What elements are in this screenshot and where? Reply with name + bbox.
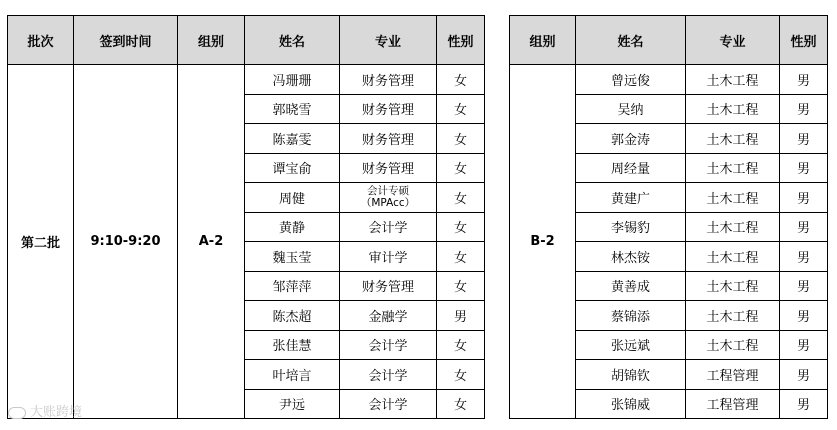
name-a-cell: 魏玉莹 [245,242,340,272]
name-a-cell: 周健 [245,183,340,213]
checkin-time-cell: 9:10-9:20 [74,65,178,419]
name-b-cell: 蔡锦添 [576,301,686,331]
name-a-cell: 冯珊珊 [245,65,340,95]
name-b-cell: 黄善成 [576,271,686,301]
gender-b-cell: 男 [780,183,828,213]
gender-a-cell: 女 [437,212,485,242]
major-a-cell: 审计学 [340,242,437,272]
header-gender-b: 性别 [780,16,828,65]
header-major-b: 专业 [686,16,780,65]
batch-cell: 第二批 [8,65,74,419]
name-a-cell: 陈嘉雯 [245,124,340,154]
watermark-logo-icon [8,407,26,419]
major-b-cell: 土木工程 [686,153,780,183]
gender-a-cell: 女 [437,94,485,124]
name-b-cell: 周经量 [576,153,686,183]
major-b-cell: 土木工程 [686,330,780,360]
watermark-text: 大账跨境 [30,405,83,420]
major-a-line1: 会计专硕 [367,185,409,198]
header-row [8,16,828,65]
name-a-cell: 陈杰超 [245,301,340,331]
header-major-a: 专业 [340,16,437,65]
header-name-a: 姓名 [245,16,340,65]
name-a-cell: 黄静 [245,212,340,242]
major-b-cell: 土木工程 [686,94,780,124]
major-a-cell: 会计学 [340,360,437,390]
gender-a-cell: 女 [437,360,485,390]
gender-b-cell: 男 [780,153,828,183]
name-b-cell: 林杰铵 [576,242,686,272]
major-b-cell: 土木工程 [686,65,780,95]
gender-b-cell: 男 [780,360,828,390]
gender-a-cell: 女 [437,330,485,360]
name-b-cell: 曾远俊 [576,65,686,95]
major-b-cell: 土木工程 [686,301,780,331]
gender-a-cell: 女 [437,183,485,213]
name-a-cell: 谭宝俞 [245,153,340,183]
major-b-cell: 土木工程 [686,183,780,213]
major-b-cell: 工程管理 [686,389,780,419]
name-b-cell: 郭金涛 [576,124,686,154]
major-a-cell: 会计学 [340,330,437,360]
name-a-cell: 郭晓雪 [245,94,340,124]
table-body [8,65,828,419]
gender-b-cell: 男 [780,212,828,242]
gender-b-cell: 男 [780,65,828,95]
gender-a-cell: 女 [437,65,485,95]
header-group-b: 组别 [510,16,576,65]
major-b-cell: 土木工程 [686,271,780,301]
gender-a-cell: 男 [437,301,485,331]
major-a-cell: 会计学 [340,389,437,419]
column-gap [485,16,510,65]
gender-b-cell: 男 [780,94,828,124]
major-a-line2: （MPAcc） [360,197,416,210]
name-b-cell: 黄建广 [576,183,686,213]
major-a-cell: 财务管理 [340,153,437,183]
name-b-cell: 张锦威 [576,389,686,419]
name-a-cell: 邹萍萍 [245,271,340,301]
major-a-cell [340,183,437,213]
name-a-cell: 叶培言 [245,360,340,390]
group-a-cell: A-2 [178,65,245,419]
gender-a-cell: 女 [437,389,485,419]
major-a-cell: 财务管理 [340,124,437,154]
name-b-cell: 李锡豹 [576,212,686,242]
major-b-cell: 工程管理 [686,360,780,390]
header-group-a: 组别 [178,16,245,65]
header-checkin-time: 签到时间 [74,16,178,65]
group-b-cell: B-2 [510,65,576,419]
table-row [8,65,828,95]
major-a-cell: 财务管理 [340,271,437,301]
header-batch: 批次 [8,16,74,65]
name-b-cell: 张远斌 [576,330,686,360]
major-a-cell: 财务管理 [340,65,437,95]
name-b-cell: 吴纳 [576,94,686,124]
gender-b-cell: 男 [780,301,828,331]
gender-b-cell: 男 [780,124,828,154]
gender-a-cell: 女 [437,242,485,272]
major-a-cell: 会计学 [340,212,437,242]
gender-a-cell: 女 [437,153,485,183]
gender-a-cell: 女 [437,124,485,154]
name-a-cell: 尹远 [245,389,340,419]
major-b-cell: 土木工程 [686,242,780,272]
watermark [8,401,82,420]
column-gap [485,65,510,419]
gender-b-cell: 男 [780,242,828,272]
header-gender-a: 性别 [437,16,485,65]
name-b-cell: 胡锦钦 [576,360,686,390]
major-b-cell: 土木工程 [686,124,780,154]
major-a-cell: 财务管理 [340,94,437,124]
header-name-b: 姓名 [576,16,686,65]
gender-b-cell: 男 [780,389,828,419]
major-b-cell: 土木工程 [686,212,780,242]
interview-schedule-table [7,15,828,419]
gender-a-cell: 女 [437,271,485,301]
major-a-cell: 金融学 [340,301,437,331]
name-a-cell: 张佳慧 [245,330,340,360]
gender-b-cell: 男 [780,271,828,301]
gender-b-cell: 男 [780,330,828,360]
